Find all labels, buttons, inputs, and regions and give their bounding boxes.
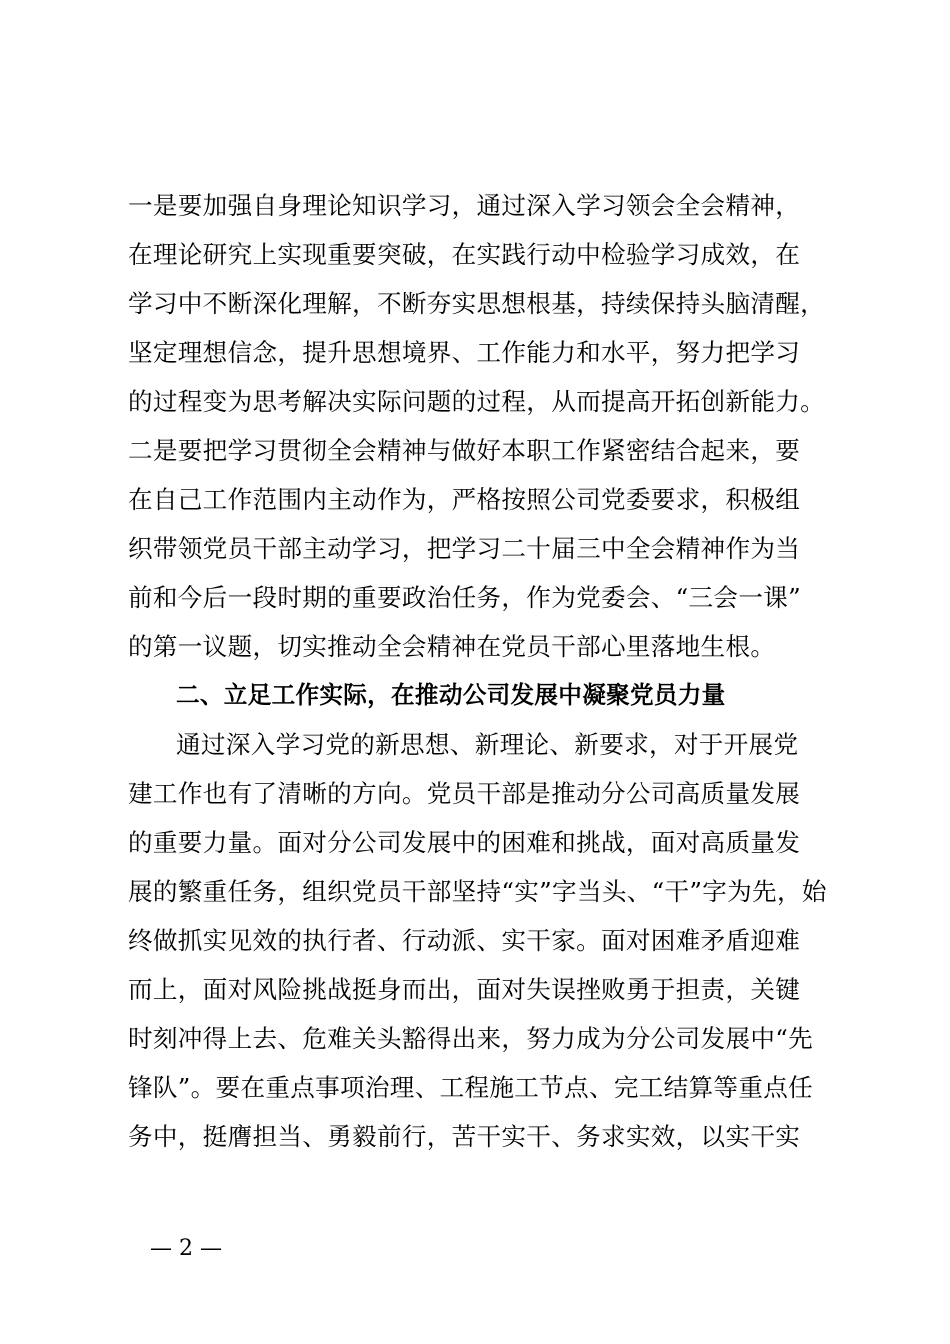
body-text <box>128 181 836 1161</box>
body-line-13: 建工作也有了清晰的方向。党员干部是推动分公司高质量发展 <box>128 779 801 808</box>
body-line-2: 在理论研究上实现重要突破，在实践行动中检验学习成效，在 <box>128 240 801 269</box>
body-line-5: 的过程变为思考解决实际问题的过程，从而提高开拓创新能力。 <box>128 387 826 416</box>
body-line-19: 锋队”。要在重点事项治理、工程施工节点、完工结算等重点任 <box>128 1073 814 1102</box>
page-number: — 2 — <box>150 1236 222 1261</box>
section-heading: 二、立足工作实际，在推动公司发展中凝聚党员力量 <box>176 681 726 709</box>
body-line-7: 在自己工作范围内主动作为，严格按照公司党委要求，积极组 <box>128 485 801 514</box>
body-line-18: 时刻冲得上去、危难关头豁得出来，努力成为分公司发展中“先 <box>128 1024 814 1053</box>
body-line-8: 织带领党员干部主动学习，把学习二十届三中全会精神作为当 <box>128 534 801 563</box>
body-line-1: 一是要加强自身理论知识学习，通过深入学习领会全会精神， <box>128 191 801 220</box>
body-line-4: 坚定理想信念，提升思想境界、工作能力和水平，努力把学习 <box>128 338 801 367</box>
body-line-14: 的重要力量。面对分公司发展中的困难和挑战，面对高质量发 <box>128 828 801 857</box>
body-line-3: 学习中不断深化理解，不断夯实思想根基，持续保持头脑清醒， <box>128 289 826 318</box>
body-line-17: 而上，面对风险挑战挺身而出，面对失误挫败勇于担责，关键 <box>128 975 801 1004</box>
body-line-12: 通过深入学习党的新思想、新理论、新要求，对于开展党 <box>176 730 799 759</box>
body-line-6: 二是要把学习贯彻全会精神与做好本职工作紧密结合起来，要 <box>128 436 801 465</box>
body-line-10: 的第一议题，切实推动全会精神在党员干部心里落地生根。 <box>128 632 776 661</box>
body-line-15: 展的繁重任务，组织党员干部坚持“实”字当头、“干”字为先，始 <box>128 877 827 906</box>
body-line-9: 前和今后一段时期的重要政治任务，作为党委会、“三会一课” <box>128 583 801 612</box>
body-line-20: 务中，挺膺担当、勇毅前行，苦干实干、务求实效，以实干实 <box>128 1122 801 1151</box>
body-line-16: 终做抓实见效的执行者、行动派、实干家。面对困难矛盾迎难 <box>128 926 801 955</box>
